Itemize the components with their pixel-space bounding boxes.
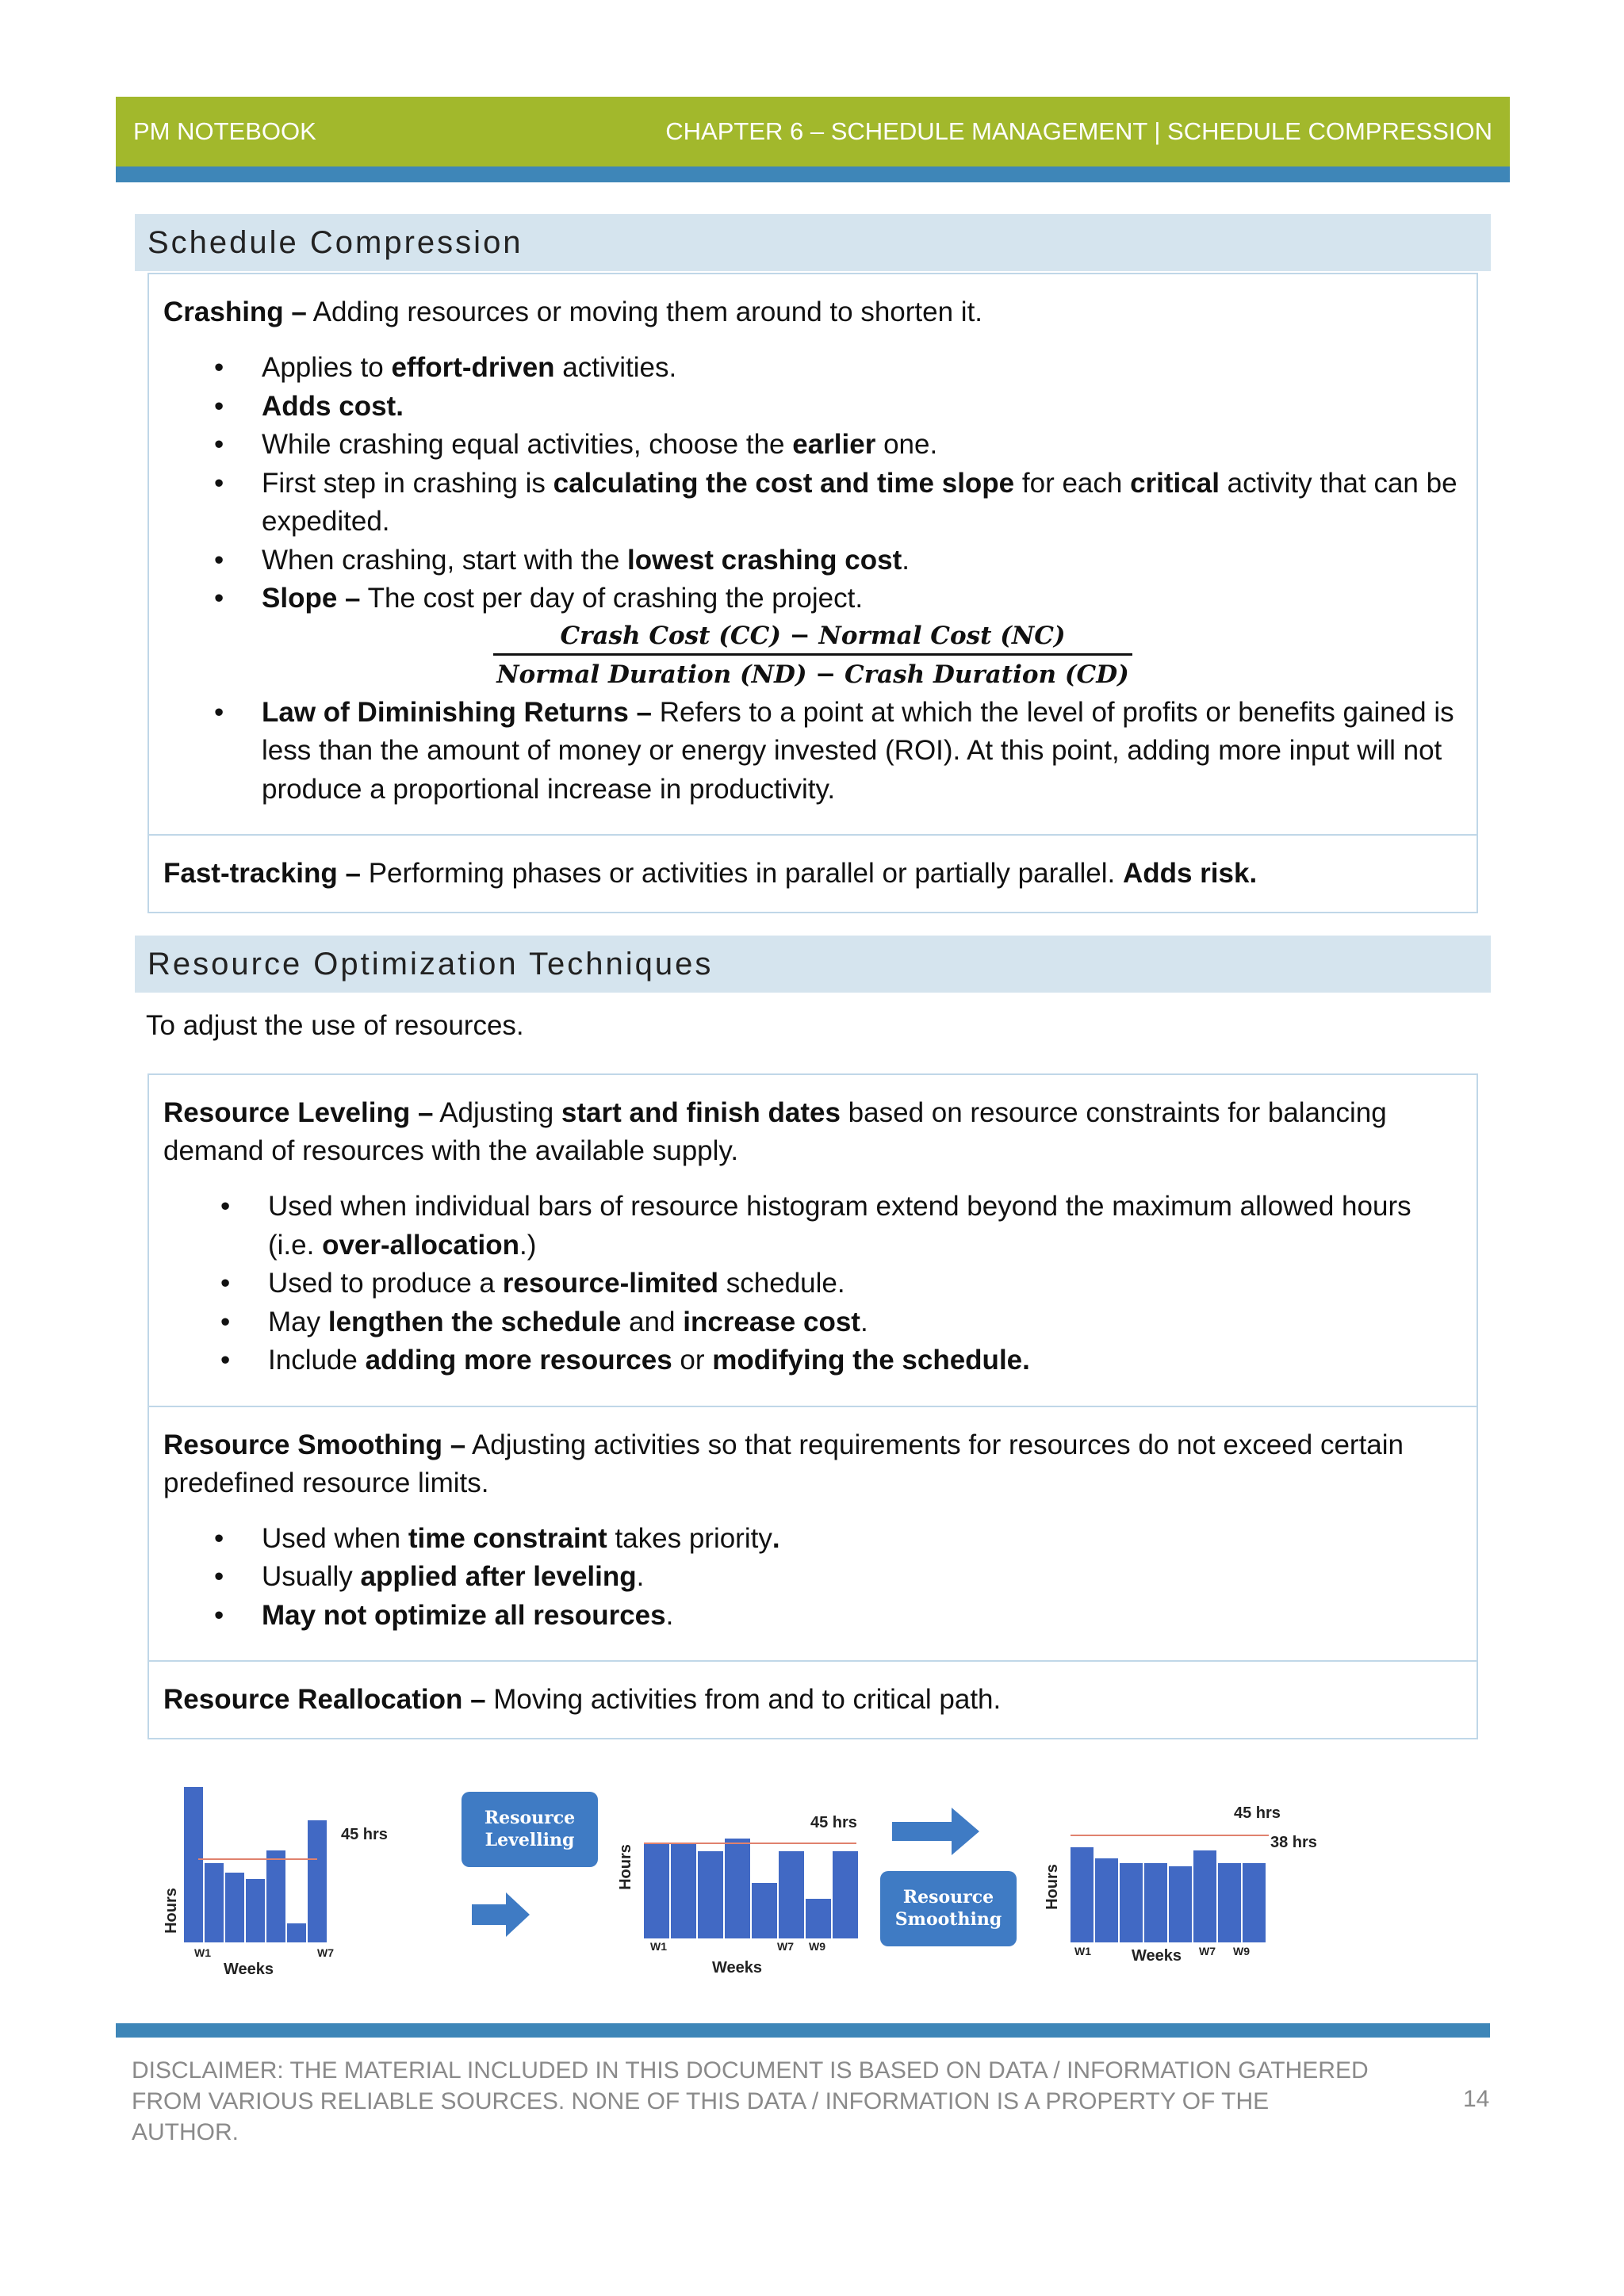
hist2-tick-c: W9 bbox=[809, 1940, 825, 1953]
hist1-tick-last: W7 bbox=[317, 1946, 334, 1959]
list-item: • Slope – The cost per day of crashing the project. bbox=[262, 580, 1462, 618]
hist3-bars bbox=[1071, 1847, 1266, 1942]
resource-optimization-intro: To adjust the use of resources. bbox=[146, 1010, 524, 1041]
hist3-tick-c: W9 bbox=[1233, 1945, 1250, 1957]
list-item: • Applies to effort-driven activities. bbox=[262, 349, 1462, 388]
hist2-bar bbox=[806, 1899, 831, 1938]
list-item: • Usually applied after leveling. bbox=[262, 1558, 1462, 1597]
hist2-bar bbox=[752, 1883, 777, 1938]
crashing-text: Adding resources or moving them around to shorten it. bbox=[306, 297, 983, 327]
hist1-bar bbox=[266, 1850, 285, 1942]
hist3-x-axis-label: Weeks bbox=[1132, 1947, 1182, 1965]
footer-rule bbox=[116, 2023, 1490, 2038]
hist2-x-axis-label: Weeks bbox=[712, 1959, 763, 1976]
histogram-before-leveling bbox=[163, 1787, 388, 1978]
resource-reallocation-definition: Resource Reallocation – Moving activities from and to critical path. bbox=[163, 1684, 1002, 1715]
hist2-tick-a: W1 bbox=[650, 1940, 667, 1953]
crashing-cell bbox=[149, 274, 1477, 834]
hist1-y-axis-label: Hours bbox=[163, 1888, 180, 1934]
formula-numerator: Crash Cost (CC) − Normal Cost (NC) bbox=[560, 621, 1066, 650]
hist2-bar bbox=[644, 1843, 669, 1938]
formula-denominator: Normal Duration (ND) − Crash Duration (CD) bbox=[493, 653, 1132, 694]
slope-formula bbox=[163, 618, 1462, 694]
hist2-bar bbox=[698, 1851, 723, 1938]
schedule-compression-box bbox=[147, 273, 1478, 913]
levelling-box-line-2: Levelling bbox=[485, 1830, 575, 1850]
resource-leveling-smoothing-diagram bbox=[151, 1768, 1491, 1982]
histogram-after-leveling bbox=[617, 1814, 858, 1976]
footer-disclaimer: DISCLAIMER: THE MATERIAL INCLUDED IN THIS DOCUMENT IS BASED ON DATA / INFORMATION GATHERED FROM VARIOUS RELIABLE SOURCES. NONE OF THIS DATA / INFORMATION IS A PROPERTY OF THE AUTHOR. bbox=[132, 2057, 1369, 2145]
hist3-y-axis-label: Hours bbox=[1044, 1864, 1061, 1910]
list-item: • When crashing, start with the lowest crashing cost. bbox=[262, 541, 1462, 580]
list-item: • Used when time constraint takes priority. bbox=[262, 1520, 1462, 1559]
hist1-bar bbox=[225, 1873, 244, 1942]
hist3-limit-label: 45 hrs bbox=[1234, 1804, 1281, 1822]
resource-smoothing-definition: Resource Smoothing – Adjusting activities so that requirements for resources do not exceed certain predefined resource limits. bbox=[163, 1429, 1404, 1498]
hist2-bar bbox=[833, 1851, 858, 1938]
resource-reallocation-cell bbox=[149, 1660, 1477, 1738]
resource-leveling-bullet-list bbox=[163, 1188, 1462, 1380]
header-right: CHAPTER 6 – SCHEDULE MANAGEMENT | SCHEDULE COMPRESSION bbox=[665, 117, 1492, 145]
levelling-box-line-1: Resource bbox=[484, 1808, 576, 1828]
crashing-term: Crashing – bbox=[163, 297, 307, 327]
hist1-bar bbox=[246, 1879, 265, 1942]
hist2-bar bbox=[779, 1851, 804, 1938]
header-rule bbox=[116, 166, 1510, 182]
smoothing-box-line-2: Smoothing bbox=[894, 1909, 1002, 1930]
hist3-bar bbox=[1193, 1850, 1216, 1942]
resource-smoothing-cell bbox=[149, 1406, 1477, 1661]
list-item: • May not optimize all resources. bbox=[262, 1597, 1462, 1636]
list-item: • While crashing equal activities, choose the earlier one. bbox=[262, 426, 1462, 465]
hist2-bars bbox=[644, 1839, 858, 1938]
hist1-tick-first: W1 bbox=[194, 1946, 211, 1959]
resource-levelling-box bbox=[462, 1792, 598, 1867]
list-item: • Used to produce a resource-limited schedule. bbox=[268, 1265, 1462, 1303]
crashing-bullet-list bbox=[163, 349, 1462, 809]
hist2-y-axis-label: Hours bbox=[617, 1844, 634, 1890]
fast-tracking-cell bbox=[149, 834, 1477, 912]
hist2-limit-label: 45 hrs bbox=[810, 1814, 857, 1831]
hist3-limit-label-2: 38 hrs bbox=[1270, 1834, 1317, 1851]
smoothing-box-line-1: Resource bbox=[902, 1887, 994, 1908]
hist1-bar bbox=[184, 1787, 203, 1942]
hist2-bar bbox=[725, 1839, 750, 1938]
hist3-tick-b: W7 bbox=[1199, 1945, 1216, 1957]
histogram-after-smoothing bbox=[1044, 1804, 1317, 1965]
hist3-bar bbox=[1144, 1863, 1167, 1942]
hist3-bar bbox=[1071, 1847, 1094, 1942]
page-number: 14 bbox=[1463, 2086, 1490, 2112]
list-item: • Used when individual bars of resource histogram extend beyond the maximum allowed hours (i.e. over-allocation.) bbox=[268, 1188, 1462, 1265]
hist3-bar bbox=[1218, 1863, 1241, 1942]
header-left: PM NOTEBOOK bbox=[133, 117, 316, 145]
hist1-limit-label: 45 hrs bbox=[341, 1826, 388, 1843]
hist3-bar bbox=[1095, 1858, 1118, 1942]
section-heading-resource-optimization: Resource Optimization Techniques bbox=[135, 936, 1491, 993]
resource-smoothing-bullet-list bbox=[163, 1520, 1462, 1636]
hist3-bar bbox=[1243, 1863, 1266, 1942]
hist1-bar bbox=[308, 1820, 327, 1942]
resource-smoothing-box bbox=[880, 1871, 1017, 1946]
arrow-right-icon bbox=[892, 1808, 979, 1855]
resource-leveling-cell bbox=[149, 1075, 1477, 1406]
hist1-x-axis-label: Weeks bbox=[224, 1961, 274, 1978]
list-item: • May lengthen the schedule and increase cost. bbox=[268, 1303, 1462, 1342]
resource-leveling-definition: Resource Leveling – Adjusting start and finish dates based on resource constraints for balancing demand of resources with the available supply. bbox=[163, 1097, 1387, 1166]
hist3-bar bbox=[1169, 1866, 1192, 1942]
resource-optimization-box bbox=[147, 1073, 1478, 1739]
hist3-bar bbox=[1120, 1863, 1143, 1942]
page-header bbox=[116, 97, 1510, 166]
hist1-bars bbox=[184, 1787, 327, 1942]
list-item: • Include adding more resources or modifying the schedule. bbox=[268, 1341, 1462, 1380]
hist1-bar bbox=[287, 1923, 306, 1942]
crashing-definition bbox=[163, 293, 1462, 331]
list-item: • First step in crashing is calculating the cost and time slope for each critical activity that can be expedited. bbox=[262, 465, 1462, 541]
list-item: • Adds cost. bbox=[262, 388, 1462, 427]
list-item: • Law of Diminishing Returns – Refers to a point at which the level of profits or benefits gained is less than the amount of money or energy invested (ROI). At this point, adding more input will not produce a proportional increase in productivity. bbox=[262, 694, 1462, 809]
section-heading-schedule-compression: Schedule Compression bbox=[135, 214, 1491, 271]
hist2-bar bbox=[671, 1843, 696, 1938]
arrow-right-icon bbox=[472, 1892, 530, 1937]
hist1-bar bbox=[205, 1863, 224, 1942]
fast-tracking-definition: Fast-tracking – Performing phases or activities in parallel or partially parallel. Adds risk. bbox=[163, 858, 1258, 889]
hist2-tick-b: W7 bbox=[777, 1940, 794, 1953]
hist3-tick-a: W1 bbox=[1074, 1945, 1091, 1957]
